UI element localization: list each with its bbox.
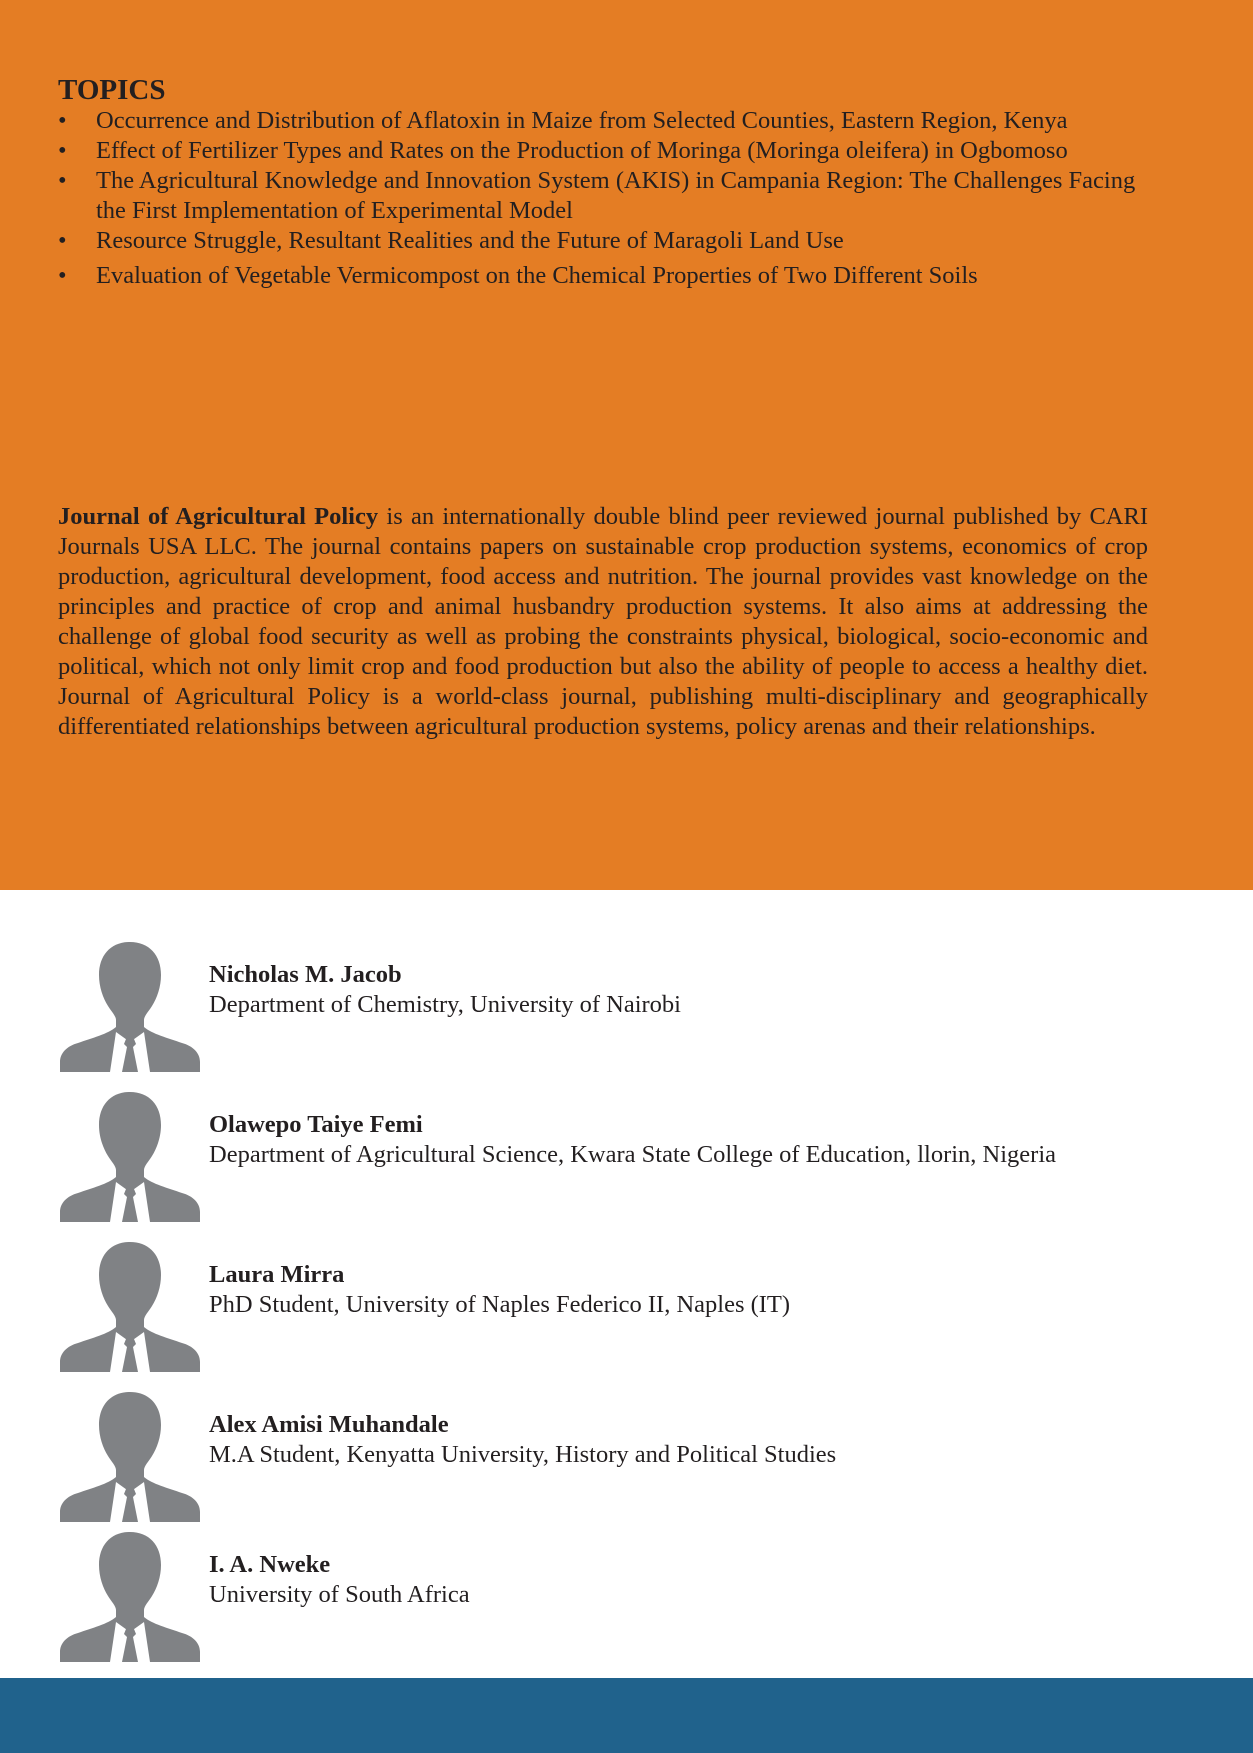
topic-text: Occurrence and Distribution of Aflatoxin in Maize from Selected Counties, Eastern Region, Kenya	[96, 107, 1068, 134]
author-entry	[58, 1090, 1208, 1225]
topic-text: The Agricultural Knowledge and Innovation System (AKIS) in Campania Region: The Challenges Facing the First Implementation of Experimental Model	[96, 167, 1136, 224]
author-entry	[58, 1240, 1208, 1375]
topic-text: Resource Struggle, Resultant Realities and the Future of Maragoli Land Use	[96, 227, 844, 254]
author-affiliation: Department of Agricultural Science, Kwara State College of Education, llorin, Nigeria	[209, 1141, 1057, 1168]
person-silhouette-icon	[58, 940, 202, 1072]
topic-item	[58, 261, 1148, 291]
topics-list	[58, 106, 1148, 291]
author-entry	[58, 940, 1208, 1075]
author-name: I. A. Nweke	[209, 1551, 331, 1578]
person-silhouette-icon	[58, 1390, 202, 1522]
topic-item	[58, 136, 1148, 166]
footer-bar	[0, 1678, 1253, 1753]
journal-description	[58, 502, 1148, 742]
author-affiliation: M.A Student, Kenyatta University, History and Political Studies	[209, 1441, 837, 1468]
topic-item	[58, 166, 1148, 226]
topic-text: Evaluation of Vegetable Vermicompost on the Chemical Properties of Two Different Soils	[96, 262, 978, 289]
author-affiliation: University of South Africa	[209, 1581, 470, 1608]
bullet-icon: •	[58, 107, 67, 134]
author-name: Olawepo Taiye Femi	[209, 1111, 423, 1138]
author-name: Alex Amisi Muhandale	[209, 1411, 449, 1438]
author-entry	[58, 1390, 1208, 1525]
bullet-icon: •	[58, 227, 67, 254]
author-affiliation: Department of Chemistry, University of Nairobi	[209, 991, 681, 1018]
topic-item	[58, 226, 1148, 256]
bullet-icon: •	[58, 137, 67, 164]
journal-name: Journal of Agricultural Policy	[58, 503, 379, 530]
topic-item	[58, 106, 1148, 136]
person-silhouette-icon	[58, 1530, 202, 1662]
bullet-icon: •	[58, 262, 67, 289]
bullet-icon: •	[58, 167, 67, 194]
author-name: Nicholas M. Jacob	[209, 961, 402, 988]
journal-description-text: is an internationally double blind peer reviewed journal published by CARI Journals USA LLC. The journal contains papers on sustainable crop production systems, economics of crop production, agricultural development, food access and nutrition. The journal provides vast knowledge on the principles and practice of crop and animal husbandry production systems. It also aims at addressing the challenge of global food security as well as probing the constraints physical, biological, socio-economic and political, which not only limit crop and food production but also the ability of people to access a healthy diet. Journal of Agricultural Policy is a world-class journal, publishing multi-disciplinary and geographically differentiated relationships between agricultural production systems, policy arenas and their relationships.	[58, 503, 1149, 740]
person-silhouette-icon	[58, 1090, 202, 1222]
person-silhouette-icon	[58, 1240, 202, 1372]
author-entry	[58, 1530, 1208, 1665]
author-affiliation: PhD Student, University of Naples Federico II, Naples (IT)	[209, 1291, 791, 1318]
topics-heading: TOPICS	[58, 74, 166, 106]
topic-text: Effect of Fertilizer Types and Rates on the Production of Moringa (Moringa oleifera) in Ogbomoso	[96, 137, 1068, 164]
author-name: Laura Mirra	[209, 1261, 345, 1288]
